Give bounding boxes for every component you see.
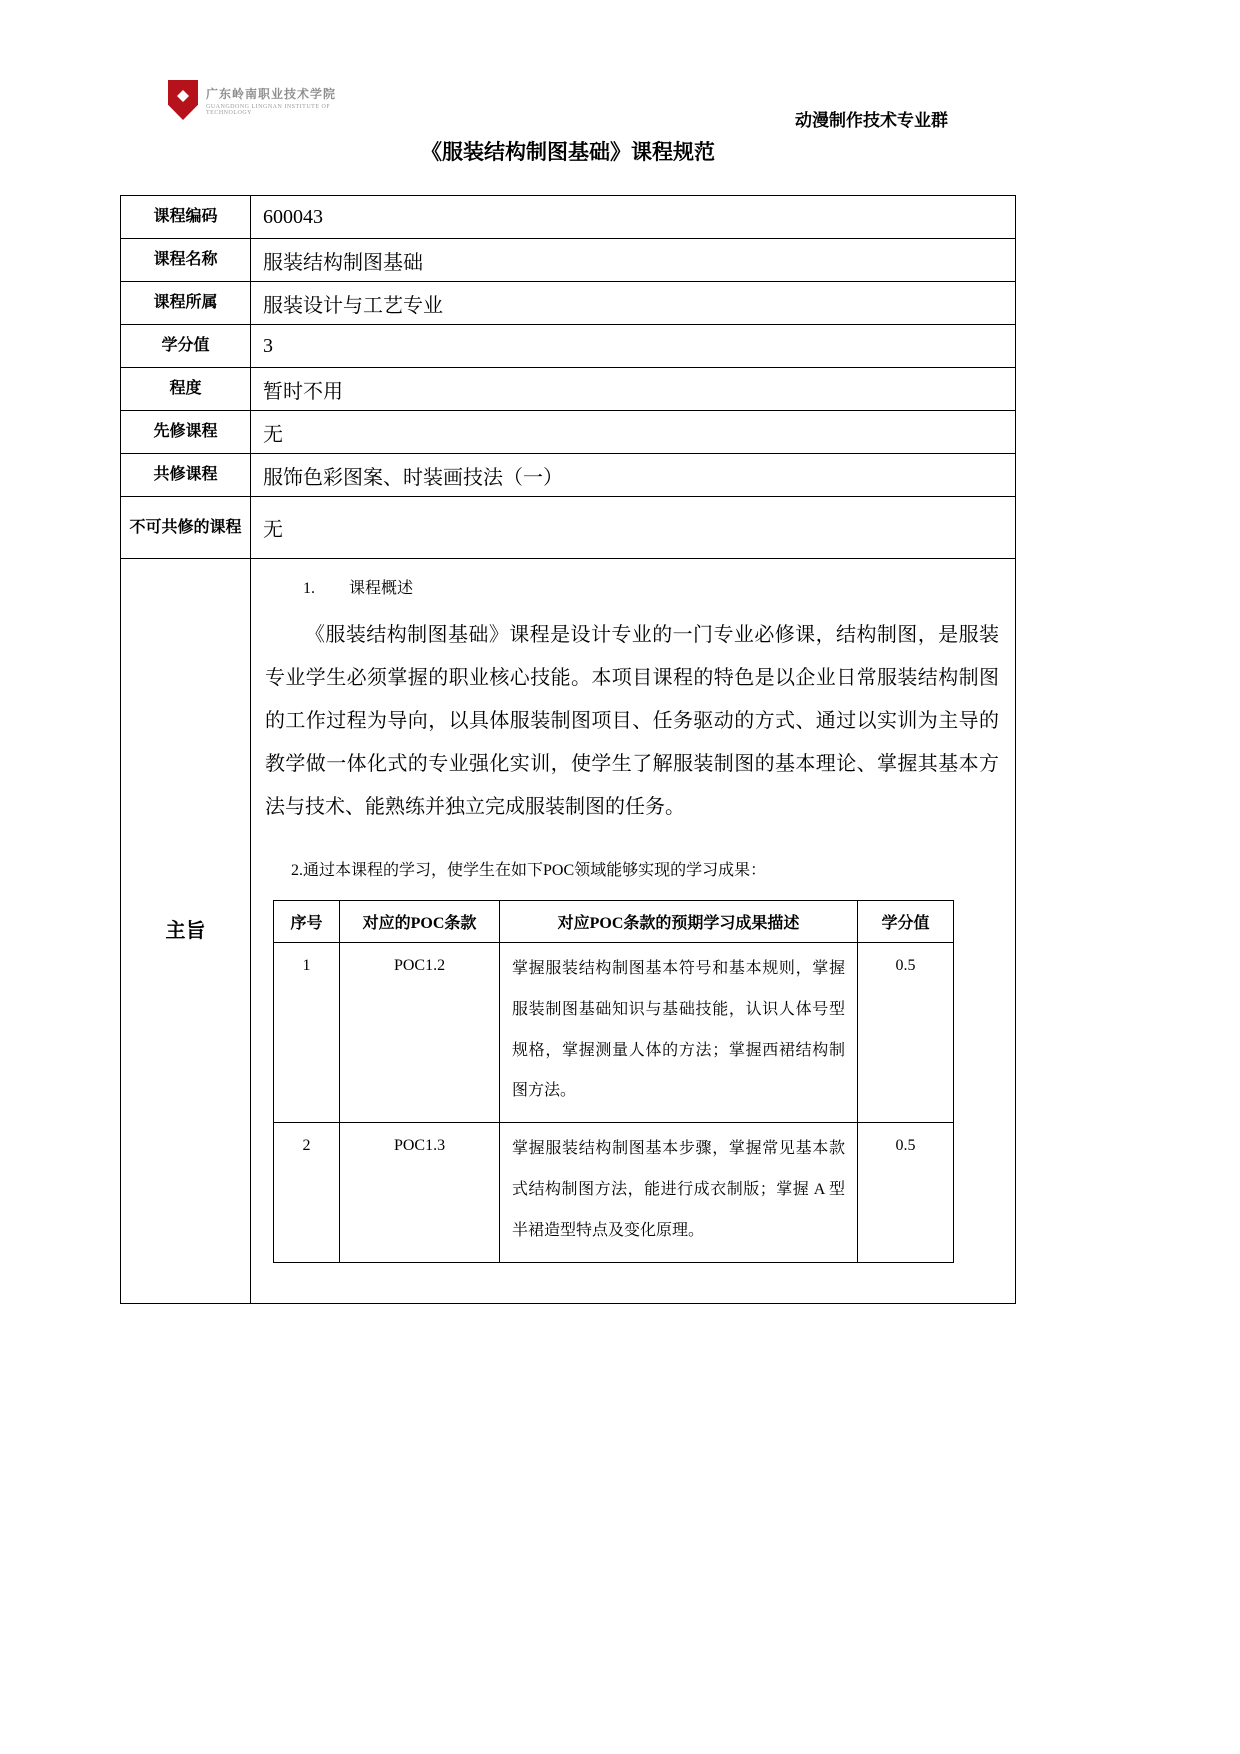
row-label-level: 程度 (121, 368, 251, 411)
course-info-table (120, 195, 1016, 1304)
institute-logo (168, 80, 366, 120)
section-1-title: 课程概述 (349, 580, 414, 597)
row-label-corequisite: 共修课程 (121, 454, 251, 497)
poc-row-description: 掌握服装结构制图基本符号和基本规则，掌握服装制图基础知识与基础技能，认识人体号型规格，掌握测量人体的方法；掌握西裙结构制图方法。 (500, 943, 858, 1123)
row-label-credit: 学分值 (121, 325, 251, 368)
poc-row-credit: 0.5 (858, 1123, 954, 1262)
row-value-course-belong: 服装设计与工艺专业 (251, 282, 1016, 325)
poc-row-description: 掌握服装结构制图基本步骤，掌握常见基本款式结构制图方法，能进行成衣制版；掌握 A 型半裙造型特点及变化原理。 (500, 1123, 858, 1262)
row-label-course-code: 课程编码 (121, 196, 251, 239)
poc-header-row (274, 901, 954, 943)
page-title: 《服装结构制图基础》课程规范 (421, 140, 715, 164)
purpose-row (121, 559, 1016, 1304)
row-label-course-belong: 课程所属 (121, 282, 251, 325)
table-row (121, 196, 1016, 239)
poc-row-no: 2 (274, 1123, 340, 1262)
table-row (121, 239, 1016, 282)
poc-row-credit: 0.5 (858, 943, 954, 1123)
poc-header-no: 序号 (274, 901, 340, 943)
poc-row-no: 1 (274, 943, 340, 1123)
row-label-non-corequisite: 不可共修的课程 (121, 497, 251, 559)
poc-row-clause: POC1.2 (340, 943, 500, 1123)
row-value-course-code: 600043 (251, 196, 1016, 239)
row-value-prerequisite: 无 (251, 411, 1016, 454)
row-value-non-corequisite: 无 (251, 497, 1016, 559)
row-value-credit: 3 (251, 325, 1016, 368)
table-row (121, 282, 1016, 325)
section-2-text: 2.通过本课程的学习，使学生在如下POC领域能够实现的学习成果： (291, 862, 767, 879)
institute-name-en: GUANGDONG LINGNAN INSTITUTE OF TECHNOLOGY (206, 103, 331, 116)
table-row (121, 411, 1016, 454)
course-overview-paragraph: 《服装结构制图基础》课程是设计专业的一门专业必修课，结构制图，是服装专业学生必须掌握的职业核心技能。本项目课程的特色是以企业日常服装结构制图的工作过程为导向，以具体服装制图项目、任务驱动的方式、通过以实训为主导的教学做一体化式的专业强化实训，使学生了解服装制图的基本理论、掌握其基本方法与技术、能熟练并独立完成服装制图的任务。 (265, 624, 999, 818)
table-row (121, 368, 1016, 411)
table-row (121, 497, 1016, 559)
poc-row (274, 1123, 954, 1262)
row-label-purpose: 主旨 (121, 559, 251, 1304)
poc-header-clause: 对应的POC条款 (340, 901, 500, 943)
major-group-label: 动漫制作技术专业群 (795, 111, 948, 130)
row-value-level: 暂时不用 (251, 368, 1016, 411)
institute-name-cn: 广东岭南职业技术学院 (206, 86, 337, 101)
institute-logo-text (206, 85, 366, 116)
section-1-number: 1. (303, 580, 315, 597)
row-value-corequisite: 服饰色彩图案、时装画技法（一） (251, 454, 1016, 497)
poc-header-credit: 学分值 (858, 901, 954, 943)
purpose-content-cell (251, 559, 1016, 1304)
row-label-course-name: 课程名称 (121, 239, 251, 282)
poc-outcomes-table (273, 900, 954, 1263)
table-row (121, 325, 1016, 368)
section-1-heading (303, 575, 1001, 598)
institute-shield-icon (168, 80, 198, 120)
poc-header-description: 对应POC条款的预期学习成果描述 (500, 901, 858, 943)
table-row (121, 454, 1016, 497)
row-label-prerequisite: 先修课程 (121, 411, 251, 454)
poc-row (274, 943, 954, 1123)
row-value-course-name: 服装结构制图基础 (251, 239, 1016, 282)
poc-row-clause: POC1.3 (340, 1123, 500, 1262)
